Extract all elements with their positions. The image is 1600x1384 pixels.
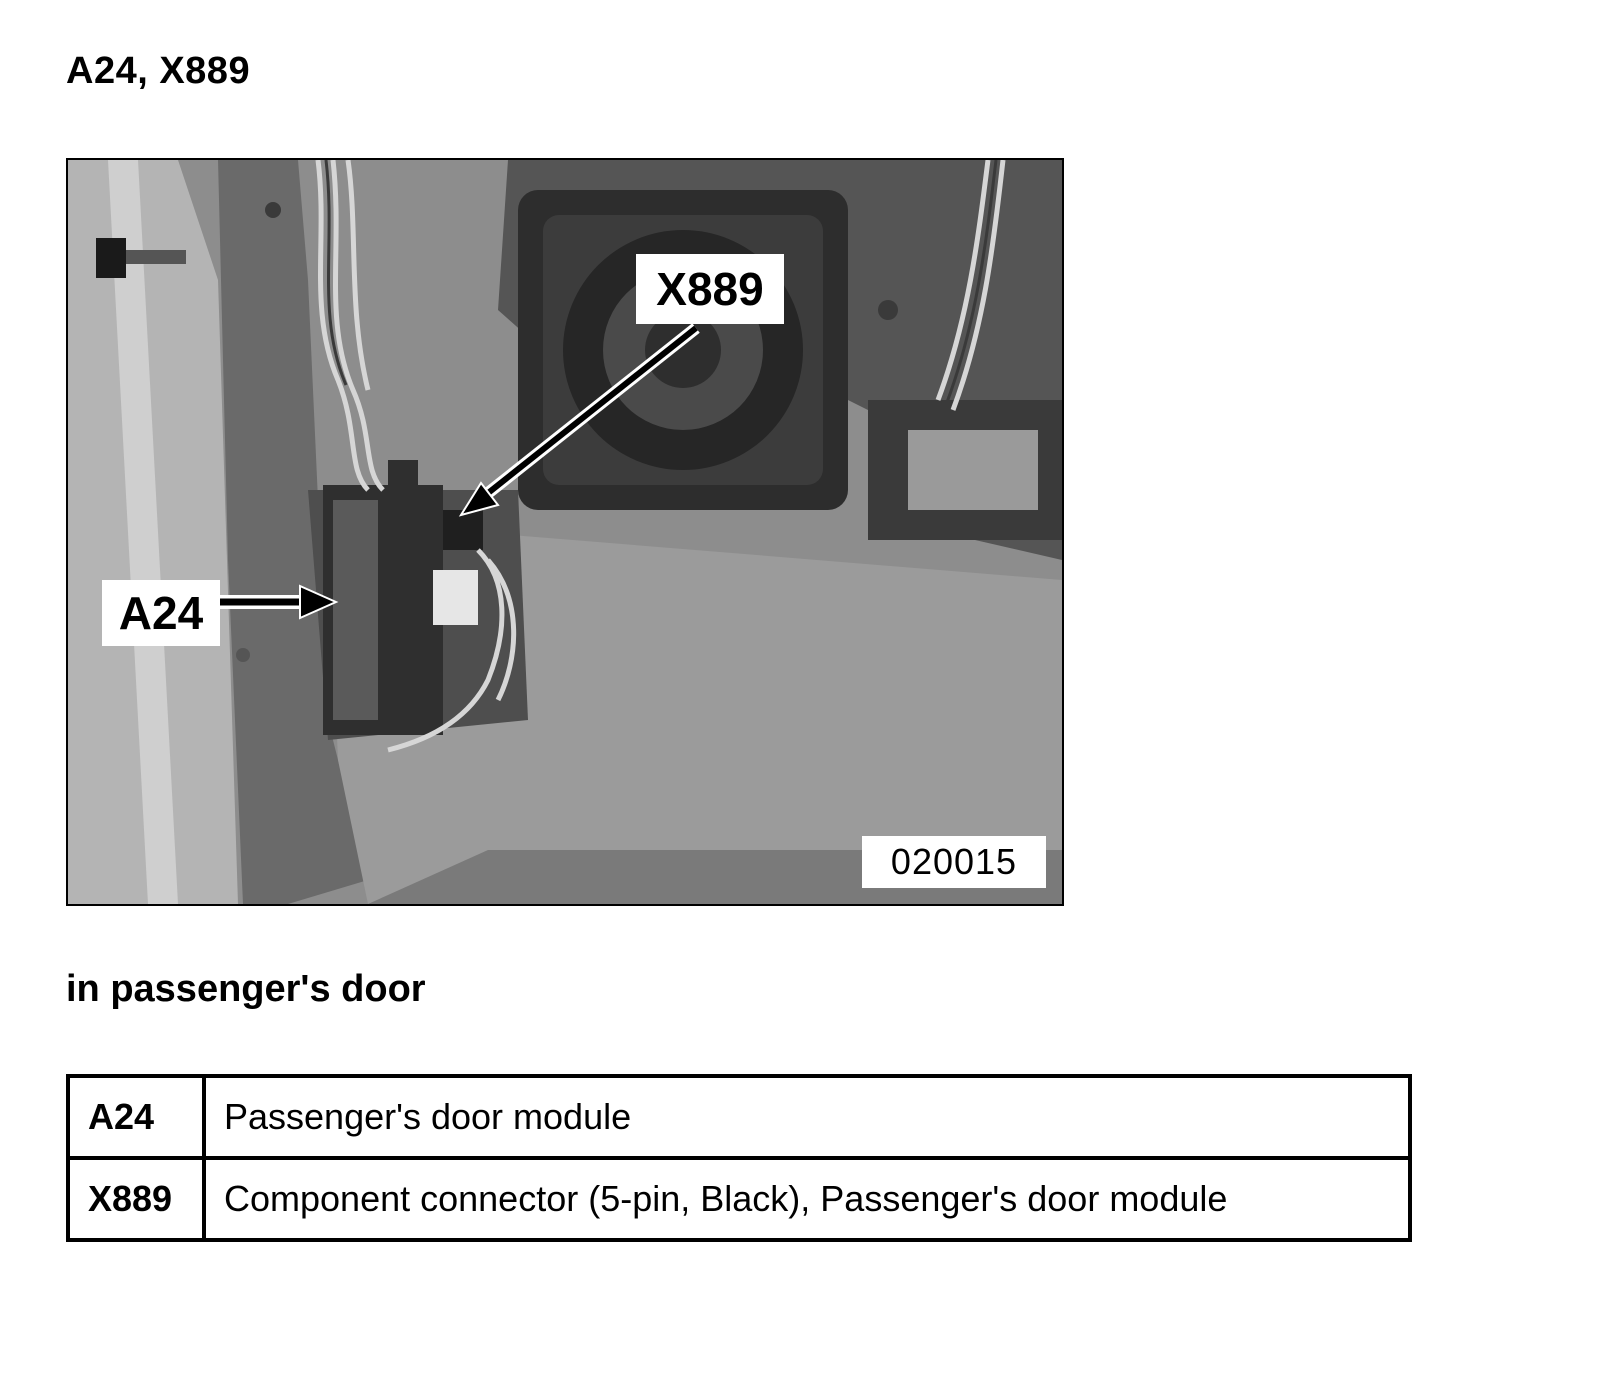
door-interior-illustration [68,160,1062,904]
component-code: X889 [68,1158,204,1240]
page-title: A24, X889 [66,50,251,92]
component-description: Component connector (5-pin, Black), Passenger's door module [204,1158,1410,1240]
connector-x889 [443,510,483,550]
door-photo [66,158,1064,906]
table-row [68,1076,1410,1158]
white-connector [433,570,478,625]
door-latch [96,238,126,278]
photo-reference-number: 020015 [862,836,1046,888]
table-row [68,1158,1410,1240]
location-caption: in passenger's door [66,968,426,1010]
component-description: Passenger's door module [204,1076,1410,1158]
a24-callout-label: A24 [102,580,220,646]
component-code: A24 [68,1076,204,1158]
component-legend-table [66,1074,1412,1242]
x889-callout-label: X889 [636,254,784,324]
